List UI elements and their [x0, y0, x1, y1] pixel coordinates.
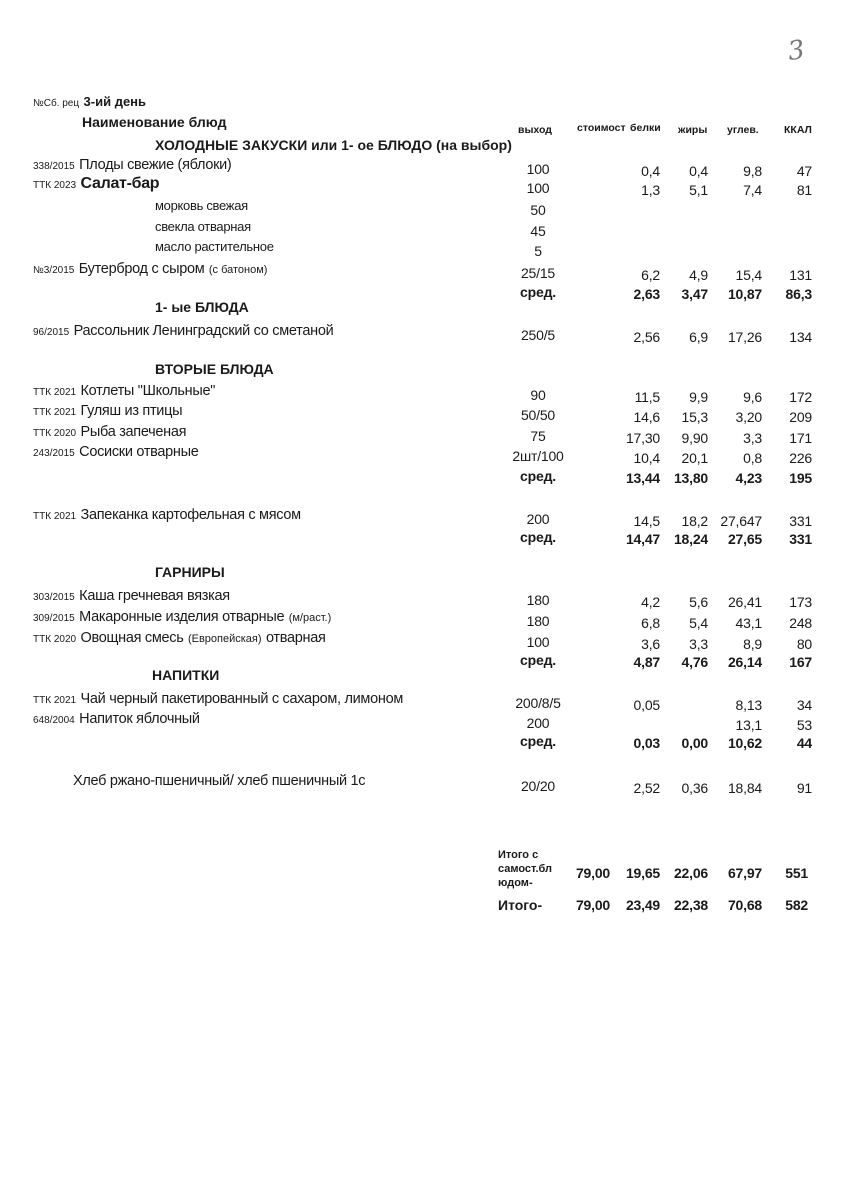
yield-cell: 50 — [530, 202, 546, 218]
protein-cell: 2,52 — [633, 780, 660, 796]
yield-cell: 100 — [526, 161, 550, 177]
fat-cell: 5,1 — [689, 182, 708, 198]
fat-cell: 18,2 — [681, 513, 708, 529]
table-row — [0, 175, 849, 197]
fat-cell: 3,3 — [689, 636, 708, 652]
protein-cell: 1,3 — [641, 182, 660, 198]
kcal-cell: 331 — [789, 531, 812, 547]
fat-cell: 18,24 — [673, 531, 708, 547]
carbs-cell: 8,9 — [743, 636, 762, 652]
section-heading — [0, 564, 849, 586]
dish-name: Каша гречневая вязкая — [79, 588, 230, 604]
dish-name-cell — [33, 156, 231, 174]
carbs-cell: 4,23 — [735, 470, 762, 486]
dish-name-cell — [33, 382, 215, 400]
dish-name-cell — [33, 608, 331, 626]
col-kcal: ККАЛ — [784, 124, 812, 136]
protein-cell: 3,6 — [641, 636, 660, 652]
table-row — [0, 322, 849, 344]
dish-name: Овощная смесь — [80, 630, 184, 646]
carbs-cell: 27,65 — [727, 531, 762, 547]
total-carbs: 70,68 — [727, 897, 762, 913]
carbs-cell: 7,4 — [743, 182, 762, 198]
kcal-cell: 209 — [789, 409, 812, 425]
table-row — [0, 587, 849, 609]
total-kcal: 551 — [785, 865, 808, 881]
col-carbs: углев. — [727, 124, 759, 136]
carbs-cell: 3,20 — [735, 409, 762, 425]
dish-name: Салат-бар — [80, 175, 160, 192]
dish-name: Хлеб ржано-пшеничный/ хлеб пшеничный 1с — [73, 773, 366, 789]
kcal-cell: 44 — [796, 735, 812, 751]
dish-name-suffix: отварная — [265, 630, 326, 646]
table-row — [0, 773, 849, 795]
kcal-cell: 331 — [789, 513, 812, 529]
dish-name-cell — [33, 402, 182, 420]
recipe-code: 338/2015 — [33, 161, 75, 172]
yield-cell: 200/8/5 — [515, 695, 561, 711]
dish-name: Макаронные изделия отварные — [79, 609, 285, 625]
yield-cell: сред. — [520, 468, 556, 484]
fat-cell: 3,47 — [681, 286, 708, 302]
table-row — [0, 239, 849, 261]
yield-cell: сред. — [520, 284, 556, 300]
table-row — [0, 506, 849, 528]
yield-cell: 25/15 — [520, 265, 556, 281]
dish-name: Чай черный пакетированный с сахаром, лимоном — [80, 691, 404, 707]
dish-name: Котлеты "Школьные" — [80, 383, 216, 399]
total-kcal: 582 — [785, 897, 808, 913]
fat-cell: 9,90 — [681, 430, 708, 446]
average-row — [0, 529, 849, 551]
section-title: ВТОРЫЕ БЛЮДА — [155, 361, 274, 377]
recipe-code: 648/2004 — [33, 715, 75, 726]
section-heading — [0, 667, 849, 689]
carbs-cell: 10,87 — [727, 286, 762, 302]
kcal-cell: 34 — [796, 697, 812, 713]
protein-cell: 17,30 — [625, 430, 660, 446]
protein-cell: 14,6 — [633, 409, 660, 425]
total-carbs: 67,97 — [727, 865, 762, 881]
yield-cell: 200 — [526, 715, 550, 731]
day-header — [33, 93, 146, 111]
table-row — [0, 443, 849, 465]
carbs-cell: 8,13 — [735, 697, 762, 713]
yield-cell: сред. — [520, 733, 556, 749]
dish-name-cell — [33, 423, 186, 441]
fat-cell: 9,9 — [689, 389, 708, 405]
dish-name-cell — [33, 506, 301, 524]
col-protein: белки — [630, 122, 661, 134]
yield-cell: 20/20 — [520, 778, 556, 794]
fat-cell: 4,9 — [689, 267, 708, 283]
kcal-cell: 134 — [789, 329, 812, 345]
carbs-cell: 27,647 — [720, 513, 762, 529]
ingredient-name: масло растительное — [155, 239, 274, 254]
kcal-cell: 167 — [789, 654, 812, 670]
protein-cell: 11,5 — [634, 389, 660, 405]
average-row — [0, 733, 849, 755]
carbs-cell: 26,14 — [727, 654, 762, 670]
total-protein: 23,49 — [625, 897, 660, 913]
fat-cell: 0,36 — [681, 780, 708, 796]
table-row — [0, 629, 849, 651]
yield-cell: 180 — [526, 613, 550, 629]
average-row — [0, 468, 849, 490]
carbs-cell: 10,62 — [727, 735, 762, 751]
recipe-code: №3/2015 — [33, 265, 75, 276]
fat-cell: 15,3 — [681, 409, 708, 425]
carbs-cell: 0,8 — [743, 450, 762, 466]
kcal-cell: 171 — [789, 430, 812, 446]
recipe-code: ТТК 2023 — [33, 180, 77, 191]
fat-cell: 5,4 — [689, 615, 708, 631]
protein-cell: 6,2 — [641, 267, 660, 283]
table-row — [0, 608, 849, 630]
dish-note: (м/раст.) — [288, 612, 332, 624]
dish-name: Рассольник Ленинградский со сметаной — [73, 323, 334, 339]
total-cost: 79,00 — [575, 897, 610, 913]
dish-name: Напиток яблочный — [79, 711, 200, 727]
yield-cell: 5 — [534, 243, 542, 259]
yield-cell: 100 — [526, 180, 550, 196]
col-yield: выход — [518, 124, 552, 136]
table-row — [0, 690, 849, 712]
total-fat: 22,06 — [673, 865, 708, 881]
carbs-cell: 3,3 — [743, 430, 762, 446]
dish-name: Запеканка картофельная с мясом — [80, 507, 301, 523]
protein-cell: 14,5 — [633, 513, 660, 529]
dish-name-header: Наименование блюд — [82, 114, 227, 130]
code-label: №Сб. рец — [33, 98, 80, 109]
dish-name: Гуляш из птицы — [80, 403, 183, 419]
kcal-cell: 53 — [796, 717, 812, 733]
protein-cell: 4,2 — [641, 594, 660, 610]
yield-cell: 2шт/100 — [512, 448, 564, 464]
section-title: НАПИТКИ — [152, 667, 220, 683]
yield-cell: сред. — [520, 529, 556, 545]
dish-name: Сосиски отварные — [79, 444, 199, 460]
dish-note: (с батоном) — [208, 264, 268, 276]
kcal-cell: 47 — [796, 163, 812, 179]
kcal-cell: 173 — [789, 594, 812, 610]
yield-cell: 90 — [530, 387, 546, 403]
protein-cell: 14,47 — [625, 531, 660, 547]
recipe-code: ТТК 2021 — [33, 511, 77, 522]
dish-name-cell — [33, 690, 403, 708]
protein-cell: 2,63 — [633, 286, 660, 302]
yield-cell: 100 — [526, 634, 550, 650]
recipe-code: ТТК 2021 — [33, 695, 77, 706]
recipe-code: ТТК 2021 — [33, 407, 77, 418]
section-title: ГАРНИРЫ — [155, 564, 225, 580]
dish-name: Рыба запеченая — [80, 424, 187, 440]
carbs-cell: 9,8 — [743, 163, 762, 179]
section-title: 1- ые БЛЮДА — [155, 299, 249, 315]
yield-cell: 50/50 — [520, 407, 556, 423]
yield-cell: сред. — [520, 652, 556, 668]
fat-cell: 5,6 — [689, 594, 708, 610]
kcal-cell: 172 — [789, 389, 812, 405]
protein-cell: 4,87 — [633, 654, 660, 670]
carbs-cell: 13,1 — [735, 717, 762, 733]
fat-cell: 13,80 — [673, 470, 708, 486]
carbs-cell: 17,26 — [727, 329, 762, 345]
kcal-cell: 81 — [796, 182, 812, 198]
protein-cell: 0,4 — [641, 163, 660, 179]
total-label: Итого- — [498, 897, 543, 913]
col-cost: стоимост — [577, 122, 626, 134]
day-title: 3-ий день — [83, 94, 147, 109]
carbs-cell: 15,4 — [735, 267, 762, 283]
dish-name-cell — [33, 629, 326, 647]
kcal-cell: 131 — [789, 267, 812, 283]
table-row — [0, 710, 849, 732]
protein-cell: 0,05 — [633, 697, 660, 713]
protein-cell: 0,03 — [633, 735, 660, 751]
protein-cell: 6,8 — [641, 615, 660, 631]
recipe-code: 96/2015 — [33, 327, 70, 338]
col-fat: жиры — [678, 124, 708, 136]
section-heading — [0, 299, 849, 321]
recipe-code: ТТК 2020 — [33, 634, 77, 645]
dish-name-cell — [33, 322, 333, 340]
handwritten-page-number: 3 — [785, 34, 807, 68]
dish-name: Плоды свежие (яблоки) — [79, 157, 232, 173]
carbs-cell: 9,6 — [743, 389, 762, 405]
dish-name-cell — [33, 710, 200, 728]
total-protein: 19,65 — [625, 865, 660, 881]
fat-cell: 6,9 — [689, 329, 708, 345]
kcal-cell: 91 — [796, 780, 812, 796]
dish-name-cell — [33, 175, 159, 193]
fat-cell: 0,4 — [689, 163, 708, 179]
section-title: ХОЛОДНЫЕ ЗАКУСКИ или 1- ое БЛЮДО (на выбор) — [155, 137, 512, 153]
dish-name-cell — [33, 587, 230, 605]
kcal-cell: 195 — [789, 470, 812, 486]
dish-name: Бутерброд с сыром — [78, 261, 205, 277]
kcal-cell: 248 — [789, 615, 812, 631]
total-cost: 79,00 — [575, 865, 610, 881]
protein-cell: 2,56 — [633, 329, 660, 345]
ingredient-name: свекла отварная — [155, 219, 251, 234]
dish-name-cell — [33, 443, 199, 461]
dish-name-cell — [33, 260, 267, 278]
recipe-code: 309/2015 — [33, 613, 75, 624]
yield-cell: 75 — [530, 428, 546, 444]
table-row — [0, 423, 849, 445]
kcal-cell: 226 — [789, 450, 812, 466]
protein-cell: 10,4 — [633, 450, 660, 466]
carbs-cell: 18,84 — [727, 780, 762, 796]
fat-cell: 0,00 — [681, 735, 708, 751]
fat-cell: 4,76 — [681, 654, 708, 670]
recipe-code: 243/2015 — [33, 448, 75, 459]
kcal-cell: 86,3 — [785, 286, 812, 302]
total-fat: 22,38 — [673, 897, 708, 913]
recipe-code: ТТК 2021 — [33, 387, 77, 398]
yield-cell: 180 — [526, 592, 550, 608]
dish-note: (Европейская) — [187, 633, 262, 645]
total-label: Итого с самост.бл юдом- — [498, 849, 553, 889]
kcal-cell: 80 — [796, 636, 812, 652]
table-row — [0, 198, 849, 220]
section-heading — [0, 361, 849, 383]
carbs-cell: 43,1 — [735, 615, 762, 631]
table-row — [0, 219, 849, 241]
carbs-cell: 26,41 — [727, 594, 762, 610]
protein-cell: 13,44 — [625, 470, 660, 486]
ingredient-name: морковь свежая — [155, 198, 248, 213]
recipe-code: 303/2015 — [33, 592, 75, 603]
fat-cell: 20,1 — [681, 450, 708, 466]
table-row — [0, 260, 849, 282]
yield-cell: 250/5 — [520, 327, 556, 343]
yield-cell: 45 — [530, 223, 546, 239]
table-row — [0, 402, 849, 424]
table-row — [0, 382, 849, 404]
recipe-code: ТТК 2020 — [33, 428, 77, 439]
yield-cell: 200 — [526, 511, 550, 527]
